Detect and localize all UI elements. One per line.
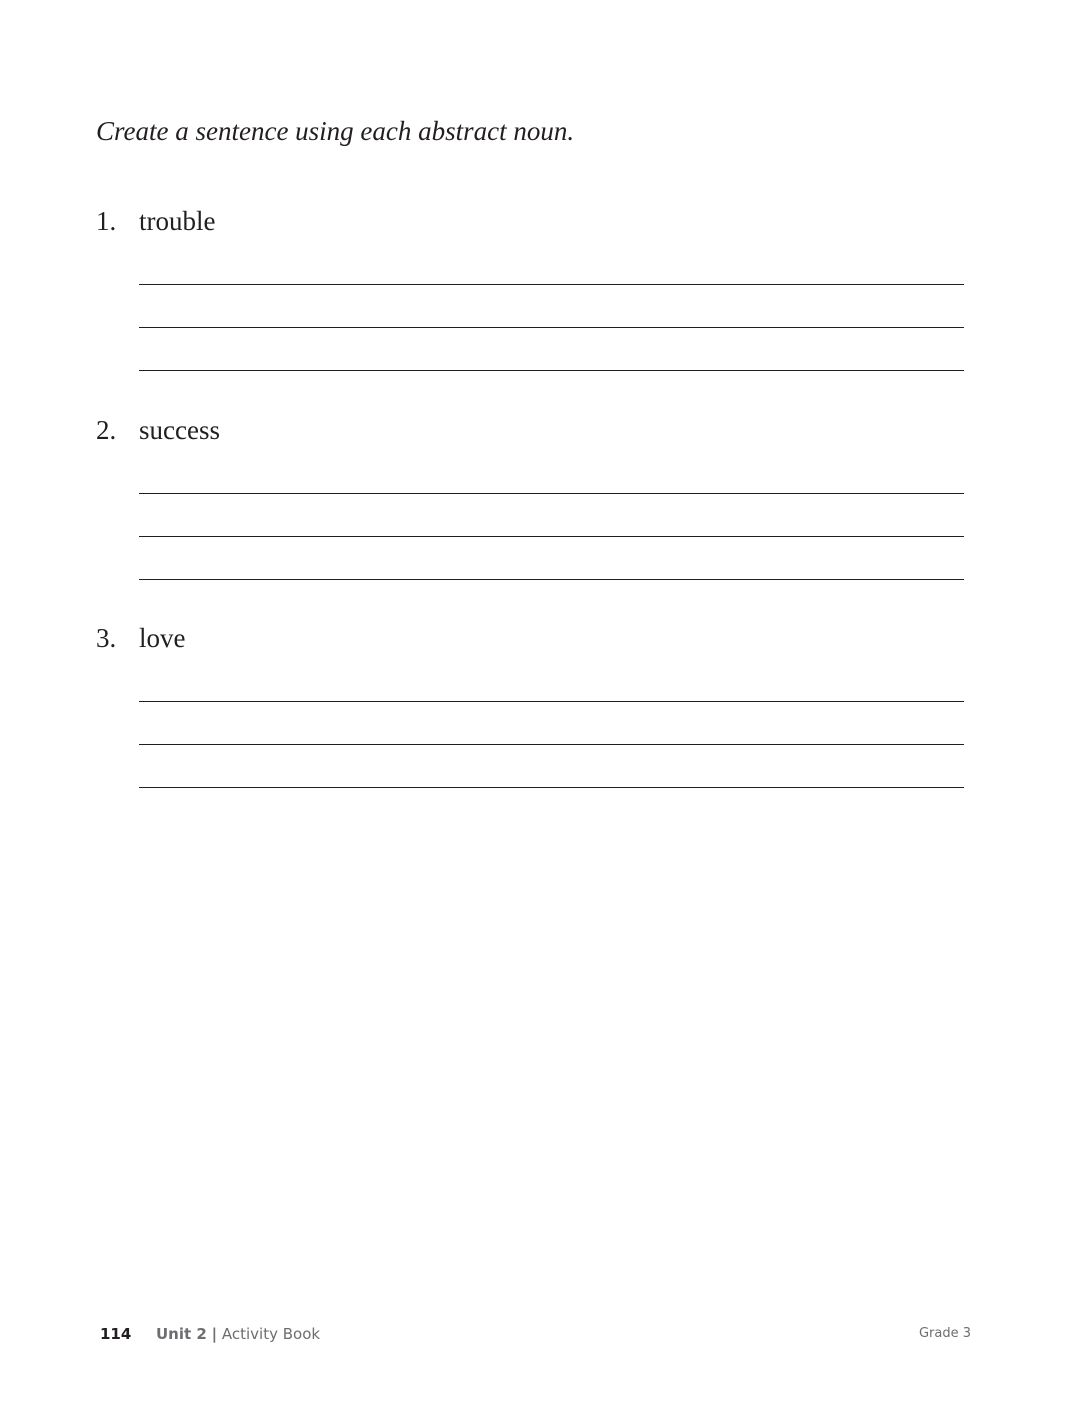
question-number: 3. xyxy=(96,623,117,653)
question-word: success xyxy=(139,415,220,445)
answer-line[interactable] xyxy=(139,536,964,537)
question-3 xyxy=(96,625,966,788)
footer-unit-info xyxy=(156,1324,320,1344)
book-name: Activity Book xyxy=(221,1325,321,1343)
answer-line[interactable] xyxy=(139,701,964,702)
answer-line[interactable] xyxy=(139,787,964,788)
grade-label: Grade 3 xyxy=(918,1326,971,1341)
question-number: 1. xyxy=(96,206,117,236)
answer-line[interactable] xyxy=(139,579,964,580)
question-word: love xyxy=(139,623,186,653)
question-prompt xyxy=(96,625,966,655)
question-prompt xyxy=(96,417,966,447)
question-number: 2. xyxy=(96,415,117,445)
question-1 xyxy=(96,208,966,371)
footer-separator: | xyxy=(211,1325,218,1343)
answer-line[interactable] xyxy=(139,327,964,328)
question-word: trouble xyxy=(139,206,216,236)
question-prompt xyxy=(96,208,966,238)
answer-line[interactable] xyxy=(139,493,964,494)
answer-line[interactable] xyxy=(139,370,964,371)
unit-name: Unit 2 xyxy=(156,1325,207,1343)
instruction-text: Create a sentence using each abstract noun. xyxy=(96,116,575,146)
answer-line[interactable] xyxy=(139,744,964,745)
answer-line[interactable] xyxy=(139,284,964,285)
question-2 xyxy=(96,417,966,580)
page-number: 114 xyxy=(100,1325,132,1343)
